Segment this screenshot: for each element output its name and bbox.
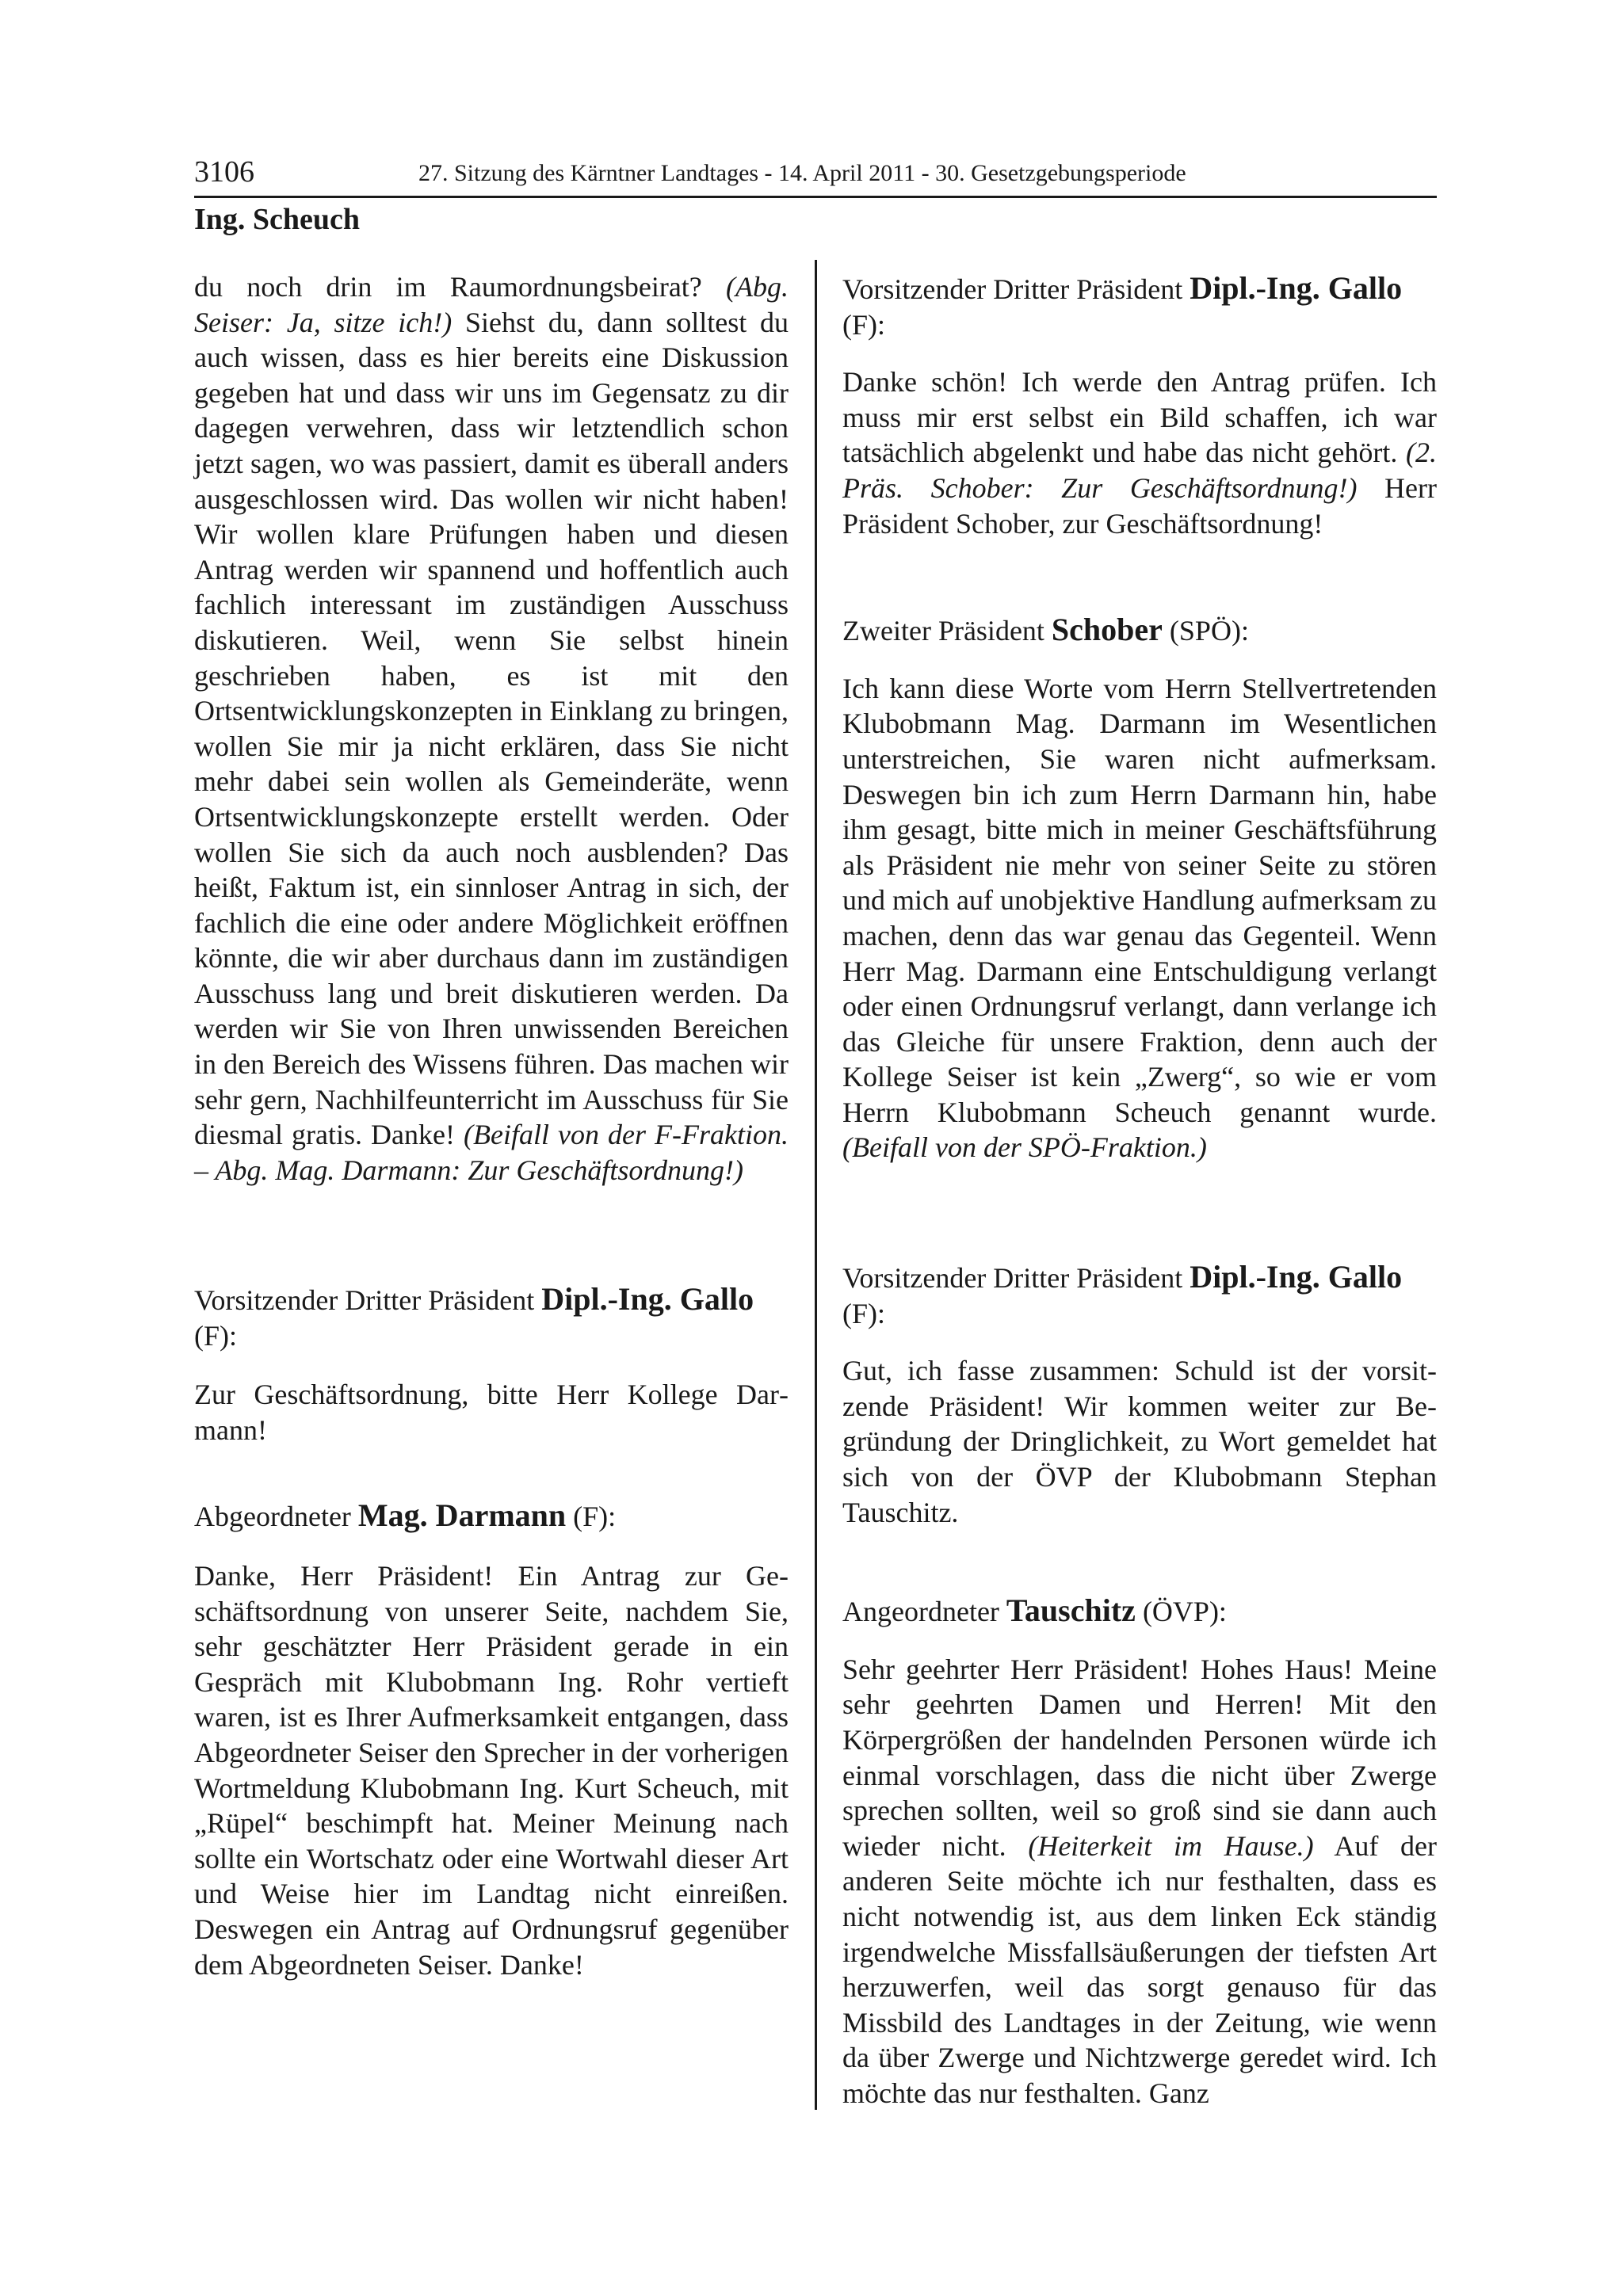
speaker-name: Dipl.-Ing. Gallo [1190,270,1403,306]
speech-paragraph: Ich kann diese Worte vom Herrn Stellvertretenden Klubobmann Mag. Darmann im Wesentlichen unterstreichen, Sie waren nicht aufmerksam. Deswegen bin ich zum Herrn Darmann hin, habe ihm gesagt, bitte mich in meiner Geschäftsführung als Präsident nie mehr von seiner Seite zu stören und mich auf unobjektive Handlung aufmerksam zu machen, denn das war genau das Gegenteil. Wenn Herr Mag. Darmann eine Entschuldigung verlangt oder einen Ordnungsruf verlangt, dann verlange ich das Gleiche für unsere Fraktion, denn auch der Kollege Seiser ist kein „Zwerg“, so wie er vom Herrn Klubobmann Scheuch genannt wurde. (Beifall von der SPÖ-Fraktion.) [842,672,1437,1164]
speaker-heading: Zweiter Präsident Schober (SPÖ): [842,612,1249,648]
speaker-name: Schober [1051,612,1163,648]
speaker-heading: Vorsitzender Dritter Präsident Dipl.-Ing. Gallo (F): [842,270,1403,341]
right-column [842,271,1437,1165]
left-column-2 [194,1282,789,1982]
speech-paragraph: Sehr geehrter Herr Präsident! Hohes Haus! Meine sehr geehrten Damen und Herren! Mit den Körpergrößen der handelnden Personen würde ich einmal vorschlagen, dass die nicht über Zwerge sprechen sollten, weil so groß sind sie dann auch wieder nicht. (Heiterkeit im Hause.) Auf der anderen Seite möchte ich nur festhalten, dass es nicht notwendig ist, aus dem linken Eck ständig irgendwelche Missfallsäußerungen der tiefsten Art herzuwerfen, weil das sorgt genauso für das Missbild des Landtages in der Zeitung, wie wenn da über Zwerge und Nichtzwerge geredet wird. Ich möchte das nur festhalten. Ganz [842,1653,1437,2109]
speech-paragraph: Danke, Herr Präsident! Ein Antrag zur Geschäftsordnung von unserer Seite, nachdem Sie, sehr geschätzter Herr Präsident gerade in ein Gespräch mit Klubobmann Ing. Rohr vertieft waren, ist es Ihrer Aufmerksamkeit entgangen, dass Abgeordneter Seiser den Sprecher in der vorherigen Wortmeldung Klubobmann Ing. Kurt Scheuch, mit „Rüpel“ beschimpft hat. Meiner Meinung nach sollte ein Wortschatz oder eine Wortwahl dieser Art und Weise hier im Landtag nicht einreißen. Deswegen ein Antrag auf Ordnungsruf gegenüber dem Abgeordneten Seiser. Danke! [194,1559,789,1981]
speech-paragraph: Zur Geschäftsordnung, bitte Herr Kollege Darmann! [194,1379,789,1446]
header-rule [194,196,1437,198]
speaker-heading: Vorsitzender Dritter Präsident Dipl.-Ing. Gallo (F): [194,1281,754,1352]
running-speaker-name: Ing. Scheuch [194,203,361,236]
interjection: (Beifall von der F-Fraktion. – Abg. Mag. Darmann: Zur Geschäftsordnung!) [194,1119,789,1186]
speaker-heading: Abgeordneter Mag. Darmann (F): [194,1497,617,1534]
speaker-name: Dipl.-Ing. Gallo [541,1281,754,1317]
speaker-heading: Vorsitzender Dritter Präsident Dipl.-Ing. Gallo (F): [842,1259,1403,1329]
speaker-heading: Angeordneter Tauschitz (ÖVP): [842,1592,1227,1629]
speaker-name: Tauschitz [1006,1592,1136,1629]
left-column [194,269,789,1188]
interjection: (Heiterkeit im Hause.) [1028,1829,1314,1862]
speech-paragraph: Gut, ich fasse zusammen: Schuld ist der vorsitzende Präsident! Wir kommen weiter zur Begründung der Dringlichkeit, zu Wort gemeldet hat sich von der ÖVP der Klubobmann Stephan Tauschitz. [842,1355,1437,1528]
speech-paragraph: Danke schön! Ich werde den Antrag prüfen. Ich muss mir erst selbst ein Bild schaffen, ich war tatsächlich abgelenkt und habe das nicht gehört. (2. Präs. Schober: Zur Geschäftsordnung!) Herr Präsident Schober, zur Geschäftsordnung! [842,366,1438,540]
session-title: 27. Sitzung des Kärntner Landtages - 14. April 2011 - 30. Gesetzgebungsperiode [418,160,1186,186]
page-number: 3106 [194,155,254,189]
speaker-name: Dipl.-Ing. Gallo [1190,1259,1403,1295]
right-column-2 [842,1260,1437,2111]
interjection: (Beifall von der SPÖ-Fraktion.) [842,1131,1207,1164]
speech-paragraph: du noch drin im Raumordnungsbeirat? (Abg. Seiser: Ja, sitze ich!) Siehst du, dann solltest du auch wissen, dass es hier bereits eine Diskussion gegeben hat und dass wir uns im Gegensatz zu dir dagegen verwehren, dass wir letztendlich schon jetzt sagen, wo was passiert, damit es überall anders ausgeschlossen wird. Das wollen wir nicht haben! Wir wollen klare Prüfungen haben und diesen Antrag werden wir spannend und hoffentlich auch fachlich interessant im zuständigen Ausschuss diskutieren. Weil, wenn Sie selbst hinein geschrieben haben, es ist mit den Ortsentwicklungskonzepten in Einklang zu bringen, wollen Sie mir ja nicht erklären, dass Sie nicht mehr dabei sein wollen als Gemeinderäte, wenn Ortsentwicklungskonzepte erstellt werden. Oder wollen Sie sich da auch noch ausblenden? Das heißt, Faktum ist, ein sinnloser Antrag in sich, der fachlich die eine oder andere Möglichkeit eröffnen könnte, die wir aber durchaus dann im zuständigen Ausschuss lang und breit diskutieren werden. Da werden wir Sie von Ihren unwissenden Bereichen in den Bereich des Wissens führen. Das machen wir sehr gern, Nachhilfeunterricht im Ausschuss für Sie diesmal gratis. Danke! (Beifall von der F-Fraktion. – Abg. Mag. Darmann: Zur Geschäftsordnung!) [194,271,789,1186]
speaker-name: Mag. Darmann [357,1497,567,1534]
column-divider [815,260,817,2110]
interjection: (2. Präs. Schober: Zur Geschäftsordnung!) [842,437,1437,504]
interjection: (Abg. Seiser: Ja, sitze ich!) [194,271,789,338]
